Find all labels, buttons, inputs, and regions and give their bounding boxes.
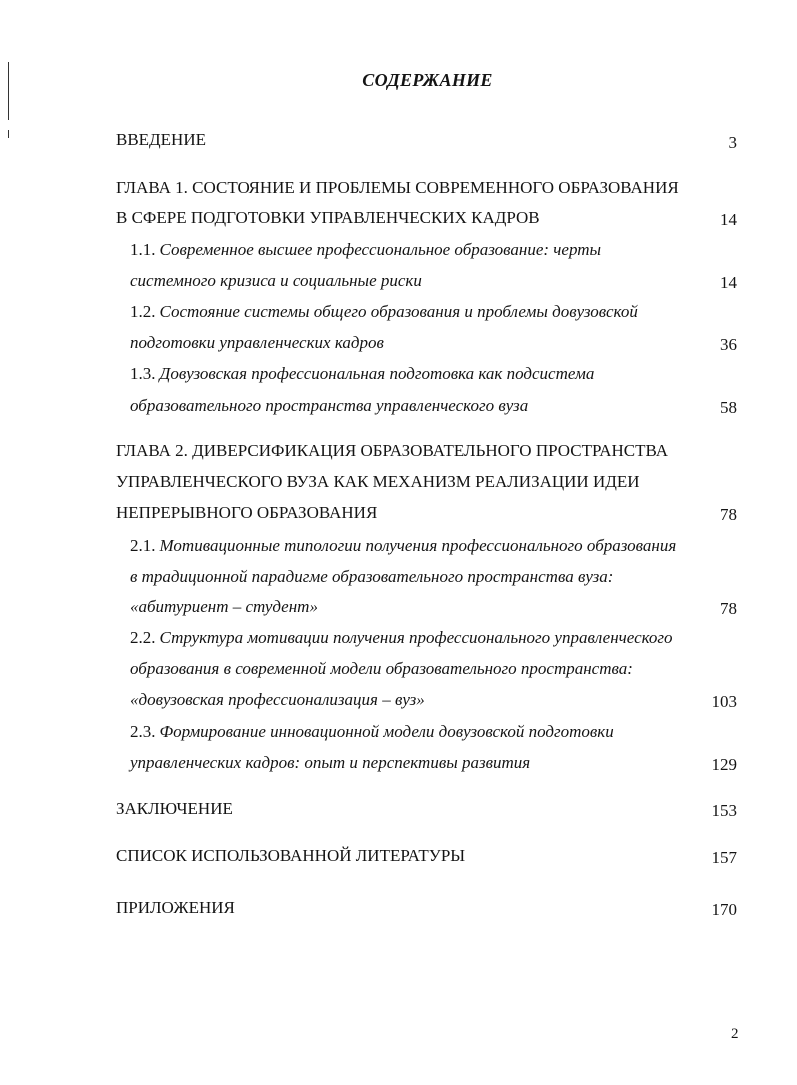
toc-entry-section-2-2-line-3: «довузовская профессионализация – вуз» [130,690,425,709]
section-title: Современное высшее профессиональное образование: черты [159,240,602,259]
toc-page-number: 153 [711,801,737,820]
toc-entry-section-1-3 [130,364,594,384]
toc-entry-section-1-1-line-2: системного кризиса и социальные риски [130,271,422,290]
toc-entry-chapter-1: ГЛАВА 1. СОСТОЯНИЕ И ПРОБЛЕМЫ СОВРЕМЕННОГО ОБРАЗОВАНИЯ [116,178,679,197]
toc-entry-chapter-2-line-3: НЕПРЕРЫВНОГО ОБРАЗОВАНИЯ [116,503,378,522]
toc-page-number: 78 [720,505,737,524]
page-number: 2 [731,1026,739,1042]
toc-page-number: 103 [711,692,737,711]
toc-entry-section-2-2 [130,628,673,648]
section-number: 2.2. [130,628,156,647]
toc-entry-section-1-1 [130,240,601,260]
section-title: Мотивационные типологии получения профессионального образования [159,536,677,555]
toc-entry-section-2-2-line-2: образования в современной модели образовательного пространства: [130,659,633,678]
toc-entry-chapter-1-line-2: В СФЕРЕ ПОДГОТОВКИ УПРАВЛЕНЧЕСКИХ КАДРОВ [116,208,540,227]
toc-entry-section-2-3 [130,722,614,742]
toc-page-number: 3 [728,133,737,152]
toc-entry-conclusion: ЗАКЛЮЧЕНИЕ [116,799,233,818]
toc-page-number: 170 [711,900,737,919]
toc-entry-section-2-1 [130,536,676,556]
toc-entry-chapter-2-line-2: УПРАВЛЕНЧЕСКОГО ВУЗА КАК МЕХАНИЗМ РЕАЛИЗАЦИИ ИДЕИ [116,472,640,491]
toc-entry-chapter-2: ГЛАВА 2. ДИВЕРСИФИКАЦИЯ ОБРАЗОВАТЕЛЬНОГО ПРОСТРАНСТВА [116,441,669,460]
section-number: 1.3. [130,364,156,383]
toc-entry-bibliography: СПИСОК ИСПОЛЬЗОВАННОЙ ЛИТЕРАТУРЫ [116,846,466,865]
section-title: Формирование инновационной модели довузовской подготовки [159,722,614,741]
toc-page-number: 14 [720,210,737,229]
toc-entry-section-1-2-line-2: подготовки управленческих кадров [130,333,384,352]
toc-entry-section-2-3-line-2: управленческих кадров: опыт и перспективы развития [130,753,531,772]
section-number: 1.2. [130,302,156,321]
section-title: Состояние системы общего образования и проблемы довузовской [159,302,638,321]
section-title: Довузовская профессиональная подготовка как подсистема [159,364,595,383]
toc-entry-section-2-1-line-2: в традиционной парадигме образовательного пространства вуза: [130,567,614,586]
section-number: 1.1. [130,240,156,259]
toc-title: СОДЕРЖАНИЕ [362,70,493,90]
toc-page-number: 157 [711,848,737,867]
toc-page-number: 78 [720,599,737,618]
toc-entry-section-1-2 [130,302,638,322]
toc-page-number: 58 [720,398,737,417]
toc-entry-appendices: ПРИЛОЖЕНИЯ [116,898,235,917]
section-title: Структура мотивации получения профессионального управленческого [159,628,673,647]
toc-page-number: 14 [720,273,737,292]
section-number: 2.1. [130,536,156,555]
toc-entry-section-1-3-line-2: образовательного пространства управленческого вуза [130,396,529,415]
toc-page-number: 129 [711,755,737,774]
toc-entry-section-2-1-line-3: «абитуриент – студент» [130,597,318,616]
section-number: 2.3. [130,722,156,741]
toc-entry-introduction: ВВЕДЕНИЕ [116,130,206,149]
toc-page-number: 36 [720,335,737,354]
scan-edge-mark [8,130,9,138]
